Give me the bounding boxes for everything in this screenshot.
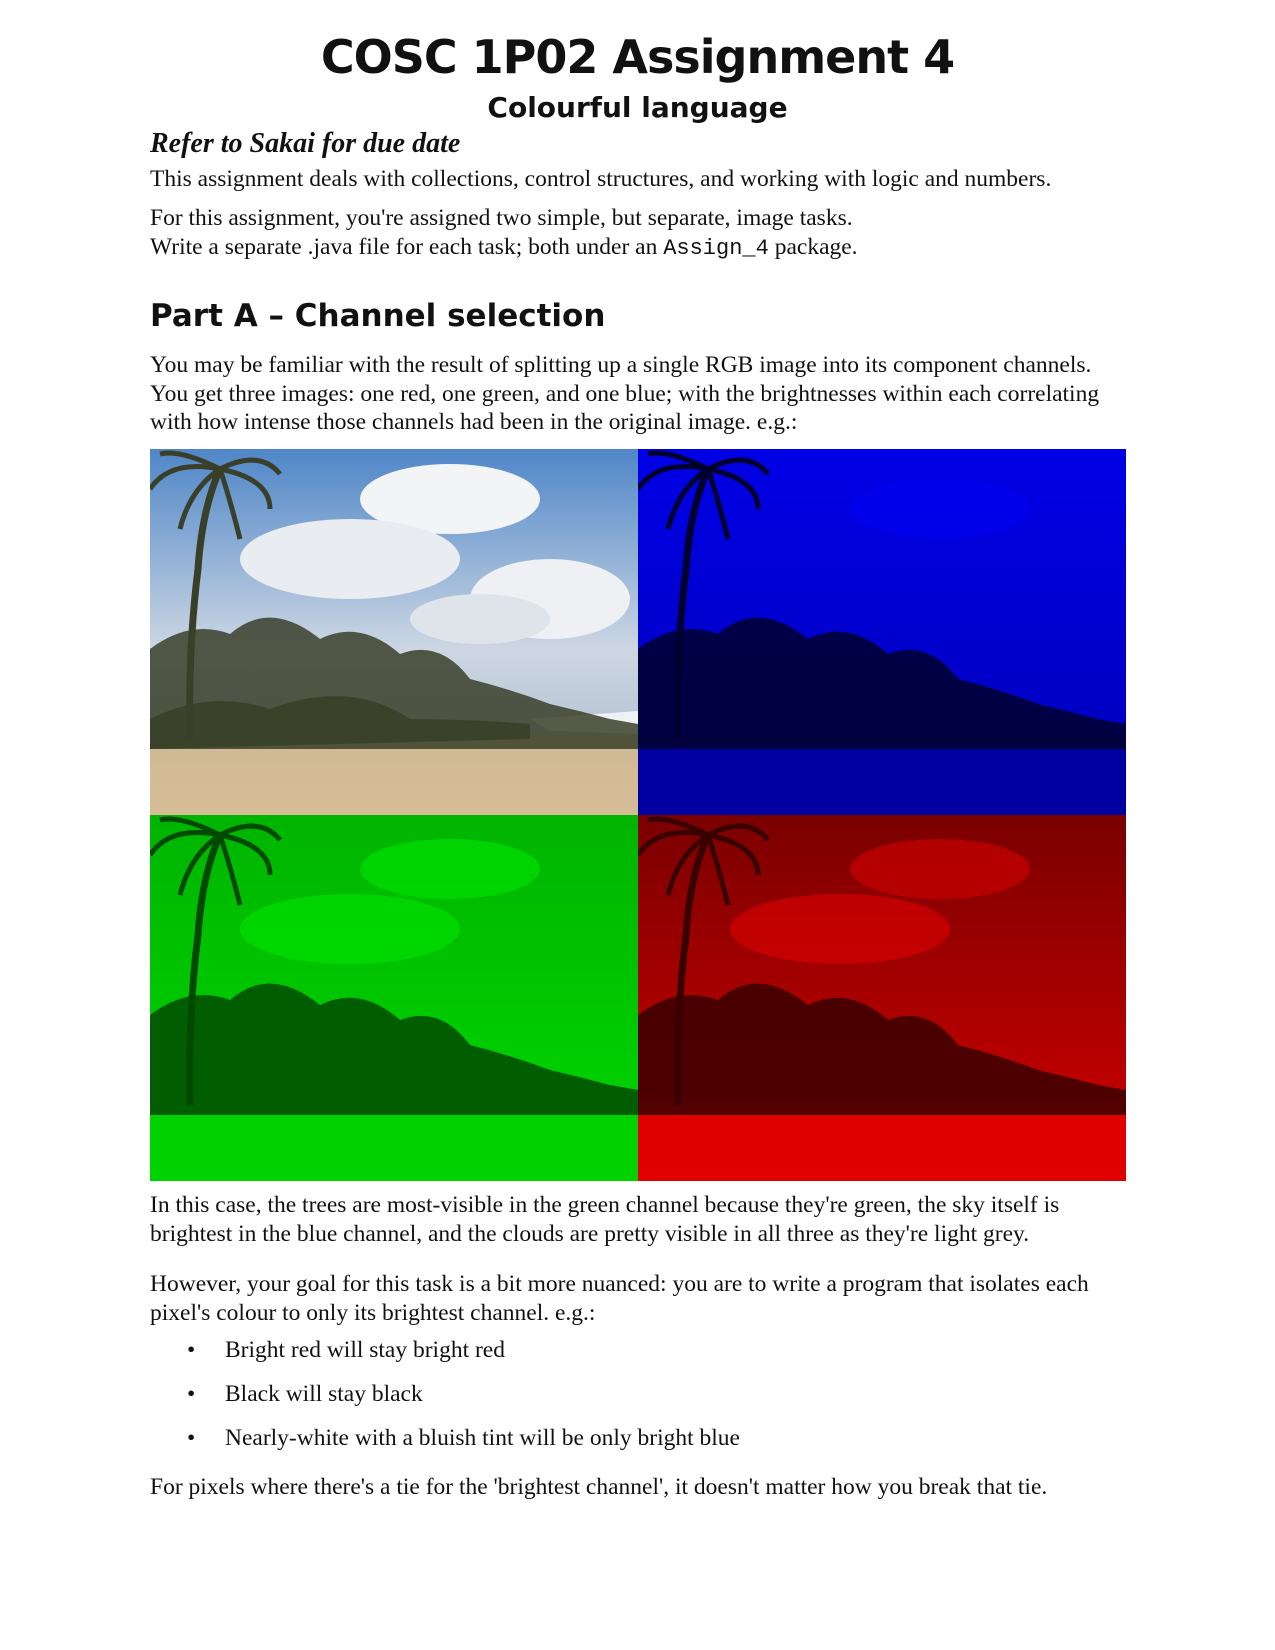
red-channel-panel <box>638 815 1126 1181</box>
blue-channel-panel <box>638 449 1126 815</box>
task-paragraph <box>150 204 1125 263</box>
page-title: COSC 1P02 Assignment 4 <box>320 30 955 84</box>
task-goal-paragraph: However, your goal for this task is a bit more nuanced: you are to write a program that isolates each pixel's colour to only its brightest channel. e.g.: <box>150 1271 1089 1326</box>
bullet-icon: • <box>187 1337 196 1363</box>
channel-split-figure <box>150 449 1126 1181</box>
part-a-intro-paragraph: You may be familiar with the result of splitting up a single RGB image into its component channels. You get three images: one red, one green, and one blue; with the brightnesses within each correlating with how intense those channels had been in the original image. e.g.: <box>150 352 1100 435</box>
green-channel-panel <box>150 815 638 1181</box>
list-item: • Bright red will stay bright red <box>187 1337 505 1363</box>
channel-explanation-paragraph: In this case, the trees are most-visible in the green channel because they're green, the sky itself is brightest in the blue channel, and the clouds are pretty visible in all three as they're light grey. <box>150 1192 1060 1247</box>
package-name-code: Assign_4 <box>663 235 769 261</box>
task-line-1: For this assignment, you're assigned two simple, but separate, image tasks. <box>150 205 853 231</box>
bullet-icon: • <box>187 1381 196 1407</box>
list-item: • Black will stay black <box>187 1381 423 1407</box>
task-line-2-pre: Write a separate .java file for each task; both under an <box>150 233 664 260</box>
task-line-2-post: package. <box>768 233 858 260</box>
channel-split-image-grid <box>150 449 1126 1181</box>
page-subtitle: Colourful language <box>487 91 788 124</box>
part-a-heading: Part A – Channel selection <box>150 298 606 334</box>
intro-paragraph: This assignment deals with collections, control structures, and working with logic and numbers. <box>150 166 1052 192</box>
example-bullet-list <box>150 1336 740 1468</box>
list-item: • Nearly-white with a bluish tint will be only bright blue <box>187 1425 740 1451</box>
tie-break-paragraph: For pixels where there's a tie for the 'brightest channel', it doesn't matter how you break that tie. <box>150 1474 1048 1500</box>
due-date-note: Refer to Sakai for due date <box>150 128 461 159</box>
bullet-icon: • <box>187 1425 196 1451</box>
original-image-panel <box>150 449 638 815</box>
